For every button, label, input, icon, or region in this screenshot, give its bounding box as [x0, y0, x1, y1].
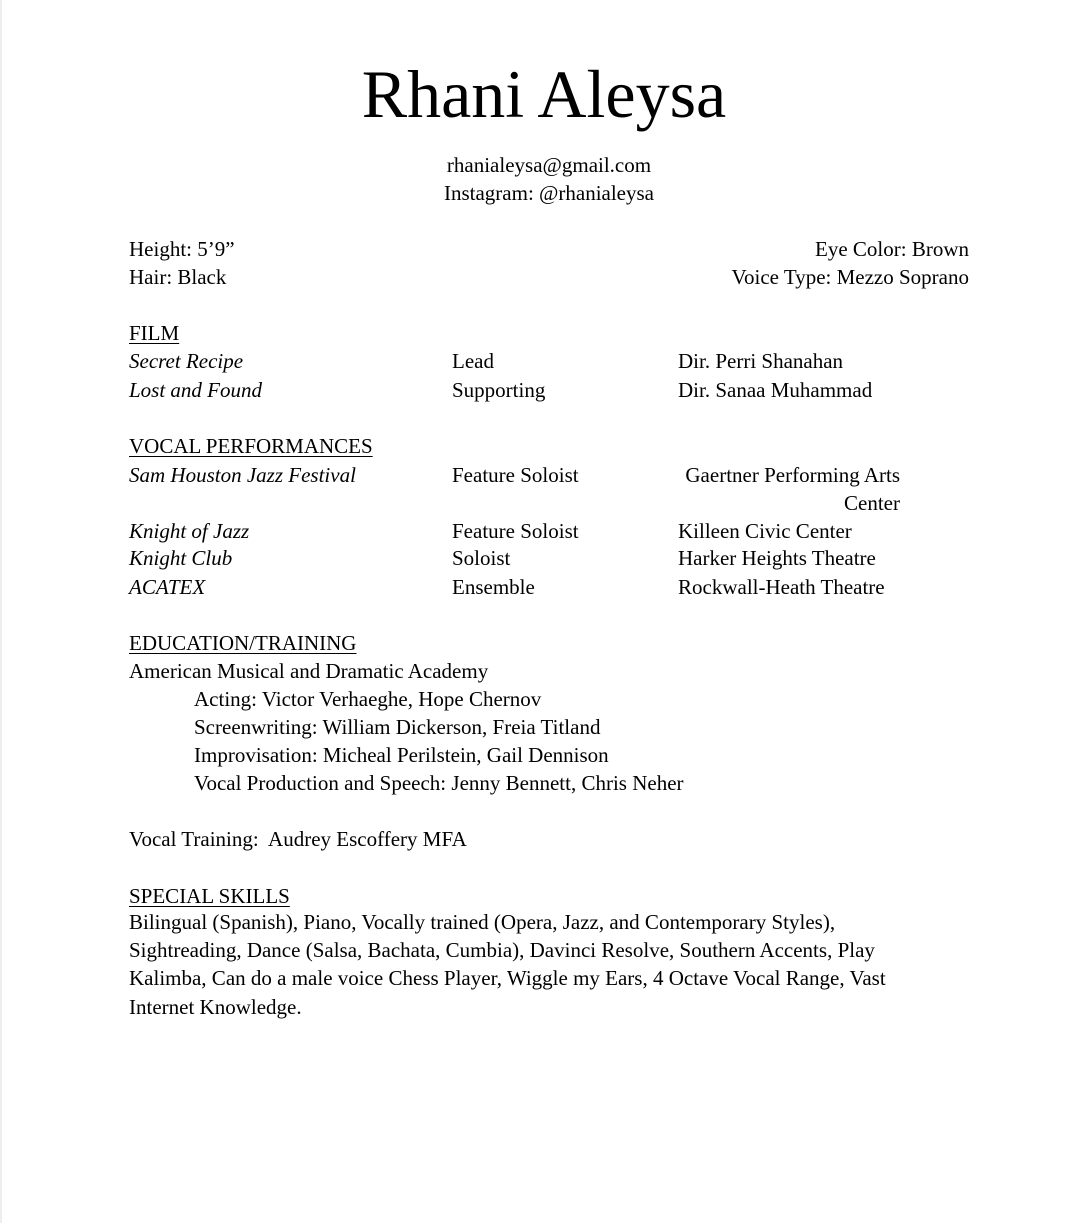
course-line: Improvisation: Micheal Perilstein, Gail Dennison [194, 743, 609, 767]
vocal-training: Vocal Training: Audrey Escoffery MFA [129, 827, 467, 851]
skills-heading: SPECIAL SKILLS [129, 884, 290, 908]
credit-role: Supporting [452, 378, 546, 402]
credit-title: ACATEX [129, 575, 206, 599]
vocal-row [0, 521, 1088, 545]
credit-role: Feature Soloist [452, 463, 579, 487]
school-name: American Musical and Dramatic Academy [129, 659, 489, 683]
credit-title: Knight Club [129, 546, 233, 570]
skills-text: Bilingual (Spanish), Piano, Vocally trained (Opera, Jazz, and Contemporary Styles), Sightreading, Dance (Salsa, Bachata, Cumbia), Davinci Resolve, Southern Accents, Play Kalimba, Can do a male voice Chess Player, Wiggle my Ears, 4 Octave Vocal Range, Vast Internet Knowledge. [129, 910, 886, 1019]
credit-venue: Gaertner Performing Arts Center [685, 463, 900, 515]
credit-role: Lead [452, 349, 494, 373]
vocal-heading: VOCAL PERFORMANCES [129, 434, 373, 458]
course-line: Acting: Victor Verhaeghe, Hope Chernov [194, 687, 542, 711]
resume-name: Rhani Aleysa [361, 56, 727, 132]
film-heading: FILM [129, 321, 180, 345]
credit-role: Feature Soloist [452, 519, 579, 543]
credit-title: Lost and Found [129, 378, 263, 402]
credit-venue: Rockwall-Heath Theatre [678, 575, 885, 599]
credit-title: Secret Recipe [129, 349, 244, 373]
credit-venue: Killeen Civic Center [678, 519, 852, 543]
course-line: Screenwriting: William Dickerson, Freia Titland [194, 715, 601, 739]
education-heading: EDUCATION/TRAINING [129, 631, 357, 655]
film-row [0, 351, 1088, 375]
credit-role: Ensemble [452, 575, 535, 599]
vocal-row [0, 548, 1088, 572]
hair-stat: Hair: Black [129, 265, 227, 289]
instagram-handle: Instagram: @rhanialeysa [443, 181, 654, 205]
course-line: Vocal Production and Speech: Jenny Bennett, Chris Neher [194, 771, 684, 795]
credit-venue: Harker Heights Theatre [678, 546, 876, 570]
film-row [0, 380, 1088, 404]
height-stat: Height: 5’9” [129, 237, 235, 261]
email-address: rhanialeysa@gmail.com [446, 153, 652, 177]
credit-director: Dir. Perri Shanahan [678, 349, 844, 373]
eye-color-stat: Eye Color: Brown [815, 237, 969, 261]
credit-role: Soloist [452, 546, 511, 570]
credit-title: Sam Houston Jazz Festival [129, 463, 356, 487]
credit-director: Dir. Sanaa Muhammad [678, 378, 873, 402]
vocal-row [0, 577, 1088, 601]
vocal-row [0, 463, 1088, 515]
voice-type-stat: Voice Type: Mezzo Soprano [731, 265, 969, 289]
credit-title: Knight of Jazz [129, 519, 250, 543]
